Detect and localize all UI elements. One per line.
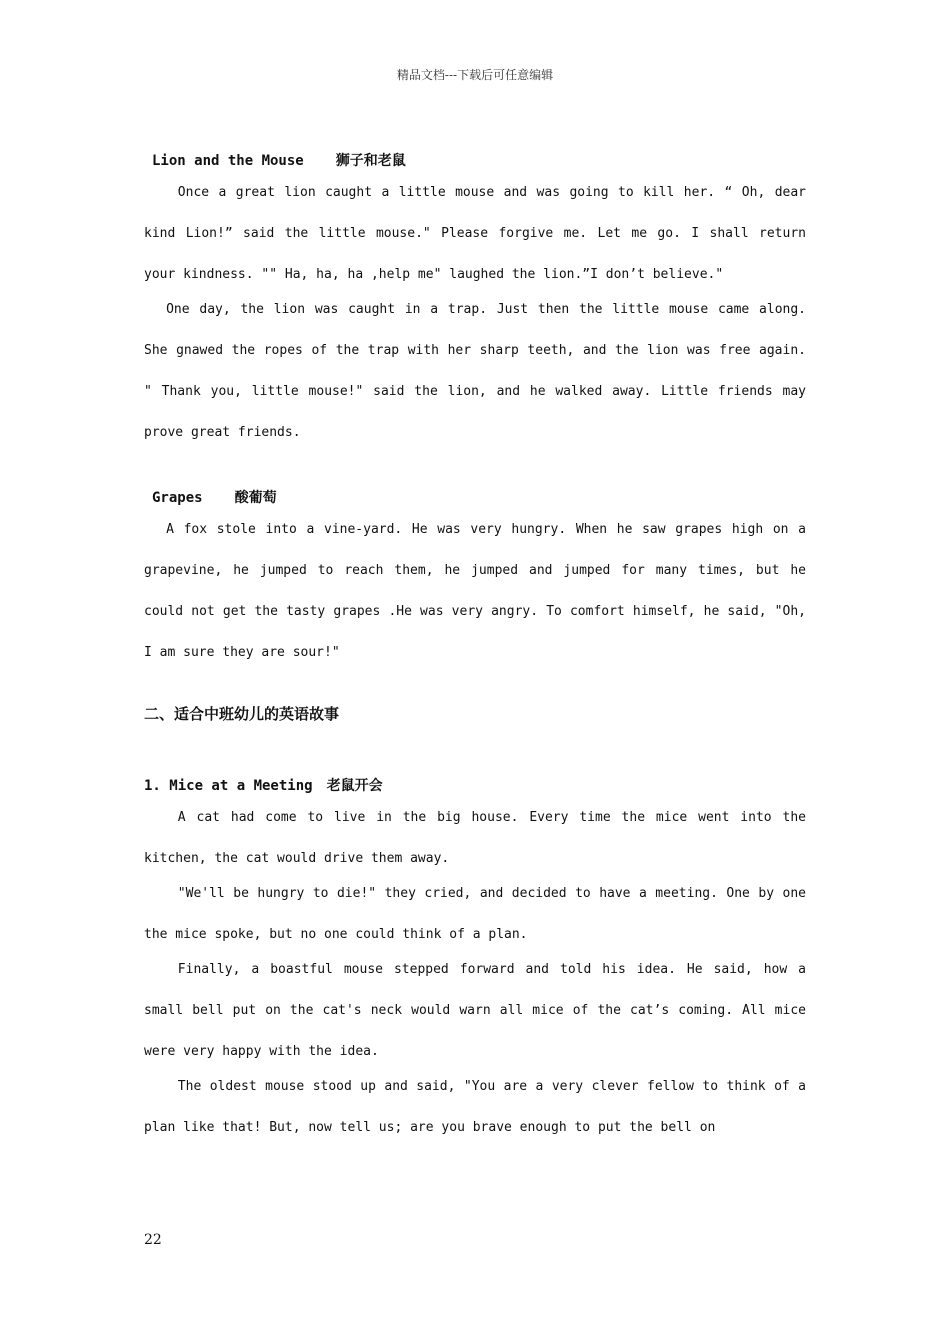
story-title-cn: 狮子和老鼠	[335, 153, 406, 169]
paragraph: One day, the lion was caught in a trap. Just then the little mouse came along. She gnawed the ropes of the trap with her sharp teeth, and the lion was free again. " Thank you, little mouse!" said the lion, and he walked away. Little friends may prove great friends.	[144, 302, 806, 440]
paragraph: The oldest mouse stood up and said, "You are a very clever fellow to think of a plan like that! But, now tell us; are you brave enough to put the bell on	[144, 1079, 806, 1135]
page-number: 22	[144, 1232, 162, 1248]
paragraph: A fox stole into a vine-yard. He was very hungry. When he saw grapes high on a grapevine, he jumped to reach them, he jumped and jumped for many times, but he could not get the tasty grapes .He was very angry. To comfort himself, he said, "Oh, I am sure they are sour!"	[144, 522, 806, 660]
paragraph: Finally, a boastful mouse stepped forward and told his idea. He said, how a small bell put on the cat's neck would warn all mice of the cat’s coming. All mice were very happy with the idea.	[144, 962, 806, 1059]
page-header: 精品文档---下载后可任意编辑	[396, 68, 554, 82]
story-title-cn: 老鼠开会	[326, 778, 383, 794]
page-content	[144, 146, 806, 1148]
paragraph: "We'll be hungry to die!" they cried, and decided to have a meeting. One by one the mice spoke, but no one could think of a plan.	[144, 886, 806, 942]
story-title-en: Grapes	[152, 490, 203, 506]
paragraph: A cat had come to live in the big house. Every time the mice went into the kitchen, the cat would drive them away.	[144, 810, 806, 866]
story-title-en: Lion and the Mouse	[152, 153, 304, 169]
paragraph: Once a great lion caught a little mouse and was going to kill her. “ Oh, dear kind Lion!” said the little mouse." Please forgive me. Let me go. I shall return your kindness. "" Ha, ha, ha ,help me" laughed the lion.”I don’t believe."	[144, 185, 806, 282]
story-title-en: 1. Mice at a Meeting	[144, 778, 313, 794]
story-title-cn: 酸葡萄	[234, 490, 277, 506]
section-heading: 二、适合中班幼儿的英语故事	[144, 705, 340, 723]
